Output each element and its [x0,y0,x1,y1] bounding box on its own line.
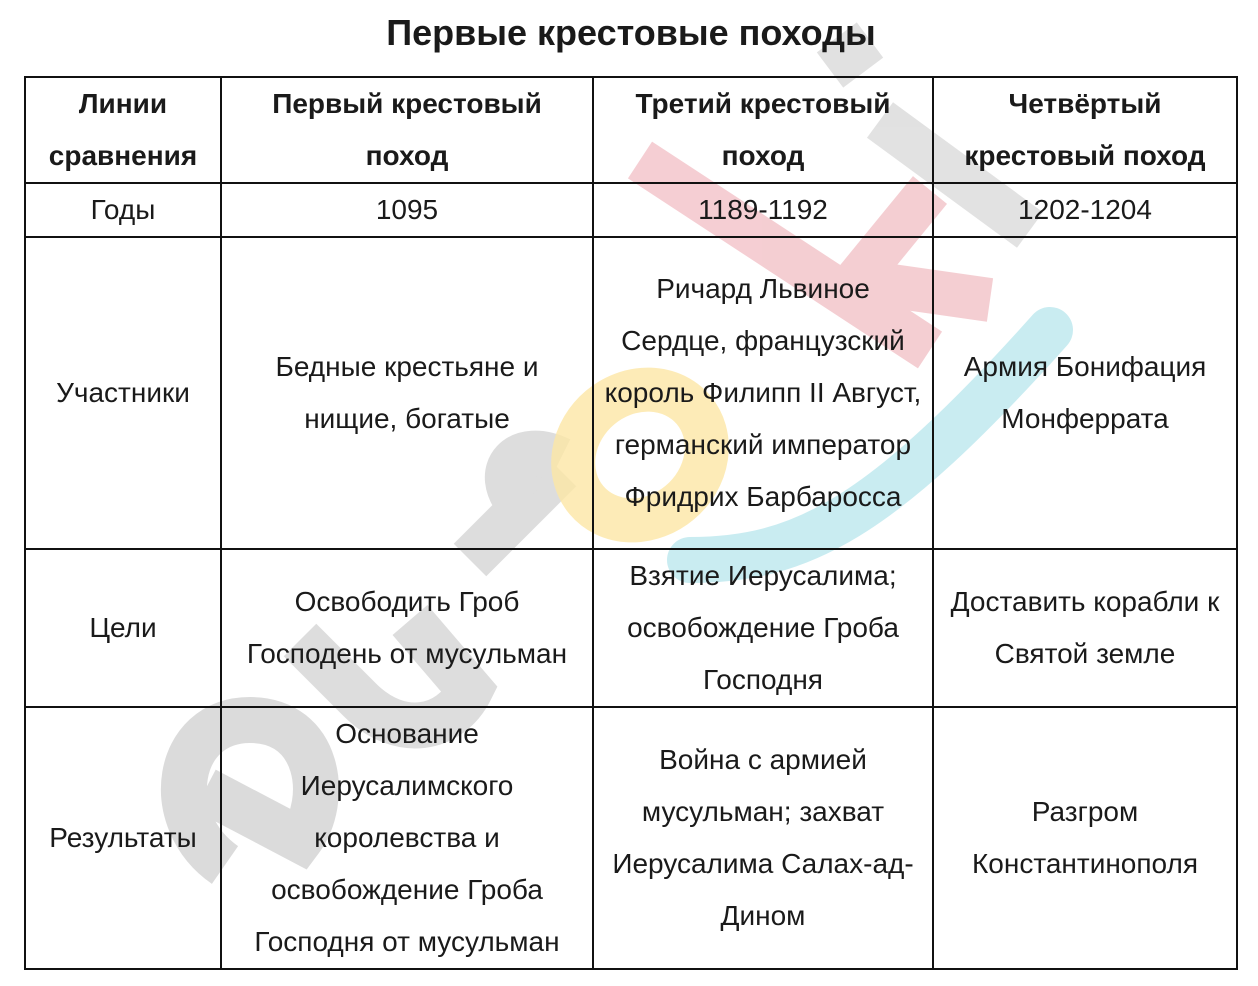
header-first-crusade: Первый крестовый поход [221,77,593,183]
cell-results-first: Основание Иерусалимского королевства и освобождение Гроба Господня от мусульман [221,707,593,969]
table-row-years [25,183,1237,237]
table-row-results [25,707,1237,969]
cell-results-third: Война с армией мусульман; захват Иерусалима Салах-ад-Дином [593,707,933,969]
cell-goals-first: Освободить Гроб Господень от мусульман [221,549,593,707]
table-row-participants [25,237,1237,549]
row-label-goals: Цели [25,549,221,707]
cell-years-third: 1189-1192 [593,183,933,237]
table-header-row [25,77,1237,183]
page-title: Первые крестовые походы [386,12,876,53]
cell-participants-fourth: Армия Бонифация Монферрата [933,237,1237,549]
comparison-table [24,76,1238,970]
cell-goals-fourth: Доставить корабли к Святой земле [933,549,1237,707]
cell-results-fourth: Разгром Константинополя [933,707,1237,969]
row-label-years: Годы [25,183,221,237]
header-fourth-crusade: Четвёртый крестовый поход [933,77,1237,183]
row-label-participants: Участники [25,237,221,549]
header-third-crusade: Третий крестовый поход [593,77,933,183]
cell-years-first: 1095 [221,183,593,237]
cell-years-fourth: 1202-1204 [933,183,1237,237]
cell-participants-third: Ричард Львиное Сердце, французский король Филипп II Август, германский император Фридрих Барбаросса [593,237,933,549]
header-comparison-lines: Линии сравнения [25,77,221,183]
table-row-goals [25,549,1237,707]
cell-participants-first: Бедные крестьяне и нищие, богатые [221,237,593,549]
cell-goals-third: Взятие Иерусалима; освобождение Гроба Господня [593,549,933,707]
row-label-results: Результаты [25,707,221,969]
